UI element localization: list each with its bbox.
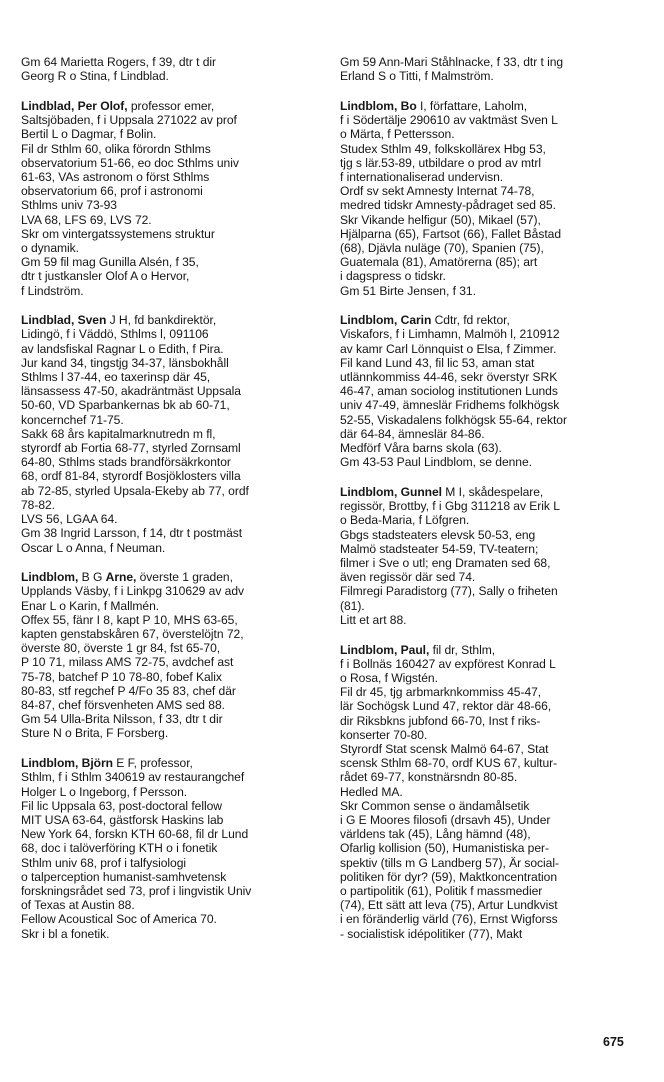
entry-line	[21, 99, 321, 113]
entry-text: Sthlm, f i Sthlm 340619 av restaurangchef	[21, 770, 245, 785]
entry-line	[21, 356, 321, 370]
entry-text: världens tak (45), Lång hämnd (48),	[340, 827, 531, 842]
entry-text: of Texas at Austin 88.	[21, 898, 135, 913]
entry-line	[340, 513, 645, 527]
directory-entry	[340, 99, 645, 298]
entry-text: Holger L o Ingeborg, f Persson.	[21, 784, 188, 799]
entry-text: Upplands Väsby, f i Linkpg 310629 av adv	[21, 584, 245, 599]
entry-line	[21, 670, 321, 684]
entry-line	[340, 241, 645, 255]
entry-text: Hjälparna (65), Fartsot (66), Fallet Båstad	[340, 226, 562, 241]
entry-text: lär Sochögsk Lund 47, rektor där 48-66,	[340, 699, 552, 714]
entry-line	[340, 613, 645, 627]
entry-text: New York 64, forskn KTH 60-68, fil dr Lund	[21, 827, 249, 842]
entry-text: P 10 71, milass AMS 72-75, avdchef ast	[21, 655, 234, 670]
entry-line	[340, 528, 645, 542]
entry-line	[21, 198, 321, 212]
entry-text: Ordf sv sekt Amnesty Internat 74-78,	[340, 184, 535, 199]
entry-line	[340, 884, 645, 898]
entry-line	[340, 742, 645, 756]
entry-line	[340, 898, 645, 912]
entry-line	[21, 284, 321, 298]
directory-entry	[21, 313, 321, 554]
entry-text: dir Riksbkns jubfond 66-70, Inst f riks-	[340, 713, 541, 728]
entry-line	[21, 655, 321, 669]
entry-text: o Beda-Maria, f Löfgren.	[340, 513, 470, 528]
entry-line	[21, 898, 321, 912]
entry-text: 64-80, Sthlms stads brandförsäkrkontor	[21, 455, 231, 470]
entry-text: Fil lic Uppsala 63, post-doctoral fellow	[21, 798, 222, 813]
entry-name: Lindblom, Carin	[340, 313, 432, 328]
entry-line	[21, 427, 321, 441]
entry-line	[21, 255, 321, 269]
entry-line	[340, 198, 645, 212]
entry-text: observatorium 51-66, eo doc Sthlms univ	[21, 155, 239, 170]
entry-text: Saltsjöbaden, f i Uppsala 271022 av prof	[21, 113, 237, 128]
entry-text: Litt et art 88.	[340, 612, 407, 627]
entry-text: dtr t justkansler Olof A o Hervor,	[21, 269, 190, 284]
entry-line	[21, 227, 321, 241]
entry-line	[340, 327, 645, 341]
entry-line	[340, 714, 645, 728]
directory-entry	[21, 55, 321, 83]
entry-text: Oscar L o Anna, f Neuman.	[21, 540, 166, 555]
entry-text: B G	[78, 570, 106, 585]
entry-text: Hedled MA.	[340, 784, 403, 799]
entry-text: (81).	[340, 598, 365, 613]
entry-text: f i Södertälje 290610 av vaktmäst Sven L	[340, 113, 558, 128]
entry-line	[21, 498, 321, 512]
entry-line	[21, 327, 321, 341]
entry-text: där 64-84, ämneslär 84-86.	[340, 426, 485, 441]
entry-line	[21, 726, 321, 740]
entry-name: Lindblom, Bo	[340, 98, 417, 113]
entry-text: (68), Djävla nuläge (70), Spanien (75),	[340, 240, 544, 255]
entry-line	[21, 698, 321, 712]
entry-line	[21, 599, 321, 613]
entry-line	[340, 542, 645, 556]
entry-text: o dynamik.	[21, 240, 79, 255]
entry-text: Fellow Acoustical Soc of America 70.	[21, 912, 217, 927]
entry-text: Bertil L o Dagmar, f Bolin.	[21, 127, 157, 142]
entry-text: Malmö stadsteater 54-59, TV-teatern;	[340, 541, 539, 556]
entry-line	[21, 570, 321, 584]
entry-line	[21, 170, 321, 184]
entry-line	[21, 856, 321, 870]
entry-line	[340, 671, 645, 685]
entry-text: Lidingö, f i Väddö, Sthlms l, 091106	[21, 327, 209, 342]
entry-text: utlännkommiss 44-46, sekr överstyr SRK	[340, 370, 558, 385]
right-column	[340, 55, 645, 956]
entry-line	[340, 841, 645, 855]
entry-line	[21, 712, 321, 726]
entry-text: Offex 55, fänr I 8, kapt P 10, MHS 63-65,	[21, 612, 238, 627]
entry-line	[340, 170, 645, 184]
entry-text: politiken för dyr? (59), Maktkoncentration	[340, 869, 558, 884]
entry-line	[340, 441, 645, 455]
entry-text: Gm 38 Ingrid Larsson, f 14, dtr t postmäst	[21, 526, 243, 541]
entry-line	[21, 841, 321, 855]
entry-line	[340, 99, 645, 113]
entry-text: - socialistisk idépolitiker (77), Makt	[340, 926, 523, 941]
entry-text: 78-82.	[21, 497, 55, 512]
entry-line	[21, 142, 321, 156]
entry-line	[21, 455, 321, 469]
entry-line	[340, 127, 645, 141]
entry-line	[340, 785, 645, 799]
entry-text: Fil dr Sthlm 60, olika förordn Sthlms	[21, 141, 211, 156]
entry-text: överste 1 graden,	[136, 570, 233, 585]
entry-text: Skr i bl a fonetik.	[21, 926, 110, 941]
entry-line	[340, 269, 645, 283]
entry-line	[21, 813, 321, 827]
entry-text: länsassess 47-50, akadräntmäst Uppsala	[21, 384, 241, 399]
entry-line	[21, 927, 321, 941]
entry-text: konserter 70-80.	[340, 727, 428, 742]
entry-text: 68, doc i talöverföring KTH o i fonetik	[21, 841, 218, 856]
entry-line	[340, 912, 645, 926]
entry-line	[340, 799, 645, 813]
entry-line	[21, 69, 321, 83]
entry-text: J H, fd bankdirektör,	[106, 313, 217, 328]
entry-line	[340, 813, 645, 827]
entry-text: Skr om vintergatssystemens struktur	[21, 226, 215, 241]
entry-text: f i Bollnäs 160427 av expförest Konrad L	[340, 656, 556, 671]
entry-line	[340, 113, 645, 127]
entry-name: Arne,	[105, 570, 137, 585]
entry-line	[21, 684, 321, 698]
entry-line	[21, 55, 321, 69]
entry-line	[21, 827, 321, 841]
entry-line	[340, 69, 645, 83]
entry-line	[340, 827, 645, 841]
entry-line	[21, 269, 321, 283]
entry-line	[340, 55, 645, 69]
entry-line	[21, 342, 321, 356]
entry-text: av kamr Carl Lönnquist o Elsa, f Zimmer.	[340, 341, 557, 356]
page-number: 675	[603, 1035, 624, 1049]
entry-text: 52-55, Viskadalens folkhögsk 55-64, rektor	[340, 412, 567, 427]
entry-text: överste 80, överste 1 gr 84, fst 65-70,	[21, 641, 221, 656]
entry-text: Gm 51 Birte Jensen, f 31.	[340, 283, 476, 298]
entry-line	[21, 870, 321, 884]
entry-line	[21, 526, 321, 540]
entry-text: f internationaliserad undervisn.	[340, 169, 504, 184]
entry-line	[21, 413, 321, 427]
entry-line	[340, 384, 645, 398]
entry-text: rådet 69-77, konstnärsndn 80-85.	[340, 770, 518, 785]
entry-line	[21, 884, 321, 898]
entry-name: Lindblom, Björn	[21, 756, 113, 771]
entry-text: Sakk 68 års kapitalmarknutredn m fl,	[21, 426, 216, 441]
entry-text: Erland S o Titti, f Malmström.	[340, 69, 494, 84]
entry-line	[340, 227, 645, 241]
entry-line	[340, 584, 645, 598]
entry-text: Gbgs stadsteaters elevsk 50-53, eng	[340, 527, 536, 542]
entry-text: o talperception humanist-samhvetensk	[21, 869, 227, 884]
entry-line	[340, 398, 645, 412]
directory-entry	[340, 643, 645, 941]
entry-line	[340, 499, 645, 513]
entry-text: 50-60, VD Sparbankernas bk ab 60-71,	[21, 398, 230, 413]
entry-text: Gm 54 Ulla-Brita Nilsson, f 33, dtr t dir	[21, 712, 223, 727]
entry-text: Fil dr 45, tjg arbmarknkommiss 45-47,	[340, 685, 542, 700]
entry-text: kapten genstabskåren 67, överstelöjtn 72,	[21, 627, 244, 642]
entry-text: o Rosa, f Wigstén.	[340, 670, 438, 685]
entry-line	[340, 455, 645, 469]
entry-text: I, författare, Laholm,	[416, 98, 528, 113]
entry-text: Gm 59 fil mag Gunilla Alsén, f 35,	[21, 255, 199, 270]
entry-line	[21, 469, 321, 483]
entry-text: i dagspress o tidskr.	[340, 269, 446, 284]
entry-line	[21, 398, 321, 412]
entry-text: observatorium 66, prof i astronomi	[21, 184, 203, 199]
entry-line	[21, 613, 321, 627]
entry-name: Lindblad, Sven	[21, 313, 107, 328]
entry-line	[21, 770, 321, 784]
entry-text: även regissör där sed 74.	[340, 570, 476, 585]
entry-line	[21, 912, 321, 926]
entry-text: av landsfiskal Ragnar L o Edith, f Pira.	[21, 341, 224, 356]
entry-text: Cdtr, fd rektor,	[431, 313, 510, 328]
entry-text: forskningsrådet sed 73, prof i lingvistik Univ	[21, 883, 252, 898]
entry-line	[340, 856, 645, 870]
entry-line	[21, 584, 321, 598]
entry-text: Medförf Våra barns skola (63).	[340, 441, 502, 456]
entry-text: tjg s lär.53-89, utbildare o prod av mtrl	[340, 155, 541, 170]
directory-entry	[340, 55, 645, 83]
entry-text: 68, ordf 81-84, styrordf Bosjöklosters villa	[21, 469, 241, 484]
entry-line	[21, 313, 321, 327]
entry-name: Lindblom, Paul,	[340, 642, 430, 657]
entry-line	[340, 870, 645, 884]
entry-line	[340, 728, 645, 742]
entry-line	[21, 113, 321, 127]
entry-text: f Lindström.	[21, 283, 84, 298]
entry-text: i G E Moores filosofi (drsavh 45), Under	[340, 812, 551, 827]
entry-text: 75-78, batchef P 10 78-80, fobef Kalix	[21, 669, 222, 684]
entry-line	[340, 756, 645, 770]
entry-text: Filmregi Paradistorg (77), Sally o friheten	[340, 584, 558, 599]
entry-text: regissör, Brottby, f i Gbg 311218 av Erik L	[340, 499, 560, 514]
entry-line	[340, 570, 645, 584]
entry-line	[340, 370, 645, 384]
entry-text: Fil kand Lund 43, fil lic 53, aman stat	[340, 355, 535, 370]
entry-text: 61-63, VAs astronom o först Sthlms	[21, 169, 210, 184]
directory-entry	[21, 570, 321, 740]
entry-line	[340, 685, 645, 699]
directory-entry	[21, 756, 321, 941]
entry-text: 84-87, chef försvenheten AMS sed 88.	[21, 698, 225, 713]
entry-line	[340, 342, 645, 356]
entry-line	[340, 599, 645, 613]
entry-line	[21, 785, 321, 799]
entry-text: medred tidskr Amnesty-pådraget sed 85.	[340, 198, 556, 213]
entry-text: spektiv (tills m G Landberg 57), Är social-	[340, 855, 559, 870]
entry-text: o partipolitik (61), Politik f massmedier	[340, 883, 543, 898]
entry-line	[340, 413, 645, 427]
entry-text: filmer i Sve o utl; eng Dramaten sed 68,	[340, 556, 551, 570]
entry-line	[340, 255, 645, 269]
entry-line	[340, 356, 645, 370]
entry-text: univ 47-49, ämneslär Fridhems folkhögsk	[340, 398, 560, 413]
entry-text: LVS 56, LGAA 64.	[21, 512, 118, 527]
entry-name: Lindblad, Per Olof,	[21, 98, 128, 113]
directory-entry	[340, 313, 645, 469]
entry-line	[340, 184, 645, 198]
entry-text: Viskafors, f i Limhamn, Malmöh l, 210912	[340, 327, 560, 342]
entry-text: Sthlms l 37-44, eo taxerinsp där 45,	[21, 370, 211, 385]
entry-text: professor emer,	[127, 98, 215, 113]
entry-text: o Märta, f Pettersson.	[340, 127, 455, 142]
entry-text: Guatemala (81), Amatörerna (85); art	[340, 255, 538, 270]
entry-line	[340, 556, 645, 570]
entry-line	[340, 657, 645, 671]
entry-line	[340, 313, 645, 327]
entry-text: styrordf ab Fortia 68-77, styrled Zornsaml	[21, 441, 241, 456]
entry-line	[21, 213, 321, 227]
entry-line	[21, 241, 321, 255]
entry-text: Sthlm univ 68, prof i talfysiologi	[21, 855, 187, 870]
entry-text: Georg R o Stina, f Lindblad.	[21, 69, 169, 84]
entry-line	[340, 156, 645, 170]
entry-text: MIT USA 63-64, gästforsk Haskins lab	[21, 812, 224, 827]
entry-line	[21, 512, 321, 526]
entry-line	[21, 484, 321, 498]
entry-line	[340, 699, 645, 713]
entry-line	[340, 643, 645, 657]
entry-text: i en föränderlig värld (76), Ernst Wigforss	[340, 912, 558, 927]
entry-text: Styrordf Stat scensk Malmö 64-67, Stat	[340, 741, 549, 756]
entry-name: Lindblom, Gunnel	[340, 484, 442, 499]
entry-text: Enar L o Karin, f Mallmén.	[21, 598, 160, 613]
entry-text: Skr Vikande helfigur (50), Mikael (57),	[340, 212, 541, 227]
entry-line	[21, 184, 321, 198]
entry-name: Lindblom,	[21, 570, 79, 585]
entry-line	[340, 485, 645, 499]
entry-text: (74), Ett sätt att leva (75), Artur Lundkvist	[340, 898, 558, 913]
entry-line	[340, 142, 645, 156]
entry-line	[21, 627, 321, 641]
entry-line	[21, 384, 321, 398]
left-column	[21, 55, 321, 956]
entry-text: 46-47, aman sociolog institutionen Lunds	[340, 384, 558, 399]
entry-text: Jur kand 34, tingstjg 34-37, länsbokhåll	[21, 355, 229, 370]
directory-entry	[340, 485, 645, 627]
entry-text: Gm 64 Marietta Rogers, f 39, dtr t dir	[21, 55, 217, 69]
entry-line	[340, 927, 645, 941]
entry-text: Gm 43-53 Paul Lindblom, se denne.	[340, 455, 532, 470]
entry-text: Ofarlig kollision (50), Humanistiska per-	[340, 841, 549, 856]
entry-line	[21, 370, 321, 384]
entry-line	[21, 441, 321, 455]
entry-text: Skr Common sense o ändamålsetik	[340, 798, 530, 813]
entry-line	[340, 213, 645, 227]
entry-text: fil dr, Sthlm,	[429, 642, 496, 657]
entry-line	[340, 284, 645, 298]
entry-text: koncernchef 71-75.	[21, 412, 124, 427]
entry-text: Gm 59 Ann-Mari Ståhlnacke, f 33, dtr t ing	[340, 55, 564, 69]
entry-line	[21, 799, 321, 813]
entry-text: Studex Sthlm 49, folkskollärex Hbg 53,	[340, 141, 546, 156]
entry-text: M I, skådespelare,	[442, 484, 544, 499]
entry-text: scensk Sthlm 68-70, ordf KUS 67, kultur-	[340, 756, 558, 771]
entry-line	[21, 641, 321, 655]
entry-line	[21, 541, 321, 555]
entry-text: Sthlms univ 73-93	[21, 198, 117, 213]
entry-line	[21, 756, 321, 770]
entry-line	[21, 127, 321, 141]
entry-line	[340, 770, 645, 784]
entry-line	[340, 427, 645, 441]
entry-line	[21, 156, 321, 170]
entry-text: ab 72-85, styrled Upsala-Ekeby ab 77, ordf	[21, 483, 249, 498]
directory-entry	[21, 99, 321, 298]
entry-text: 80-83, stf regchef P 4/Fo 35 83, chef där	[21, 683, 236, 698]
entry-text: Sture N o Brita, F Forsberg.	[21, 726, 169, 741]
entry-text: LVA 68, LFS 69, LVS 72.	[21, 212, 152, 227]
entry-text: E F, professor,	[112, 756, 193, 771]
